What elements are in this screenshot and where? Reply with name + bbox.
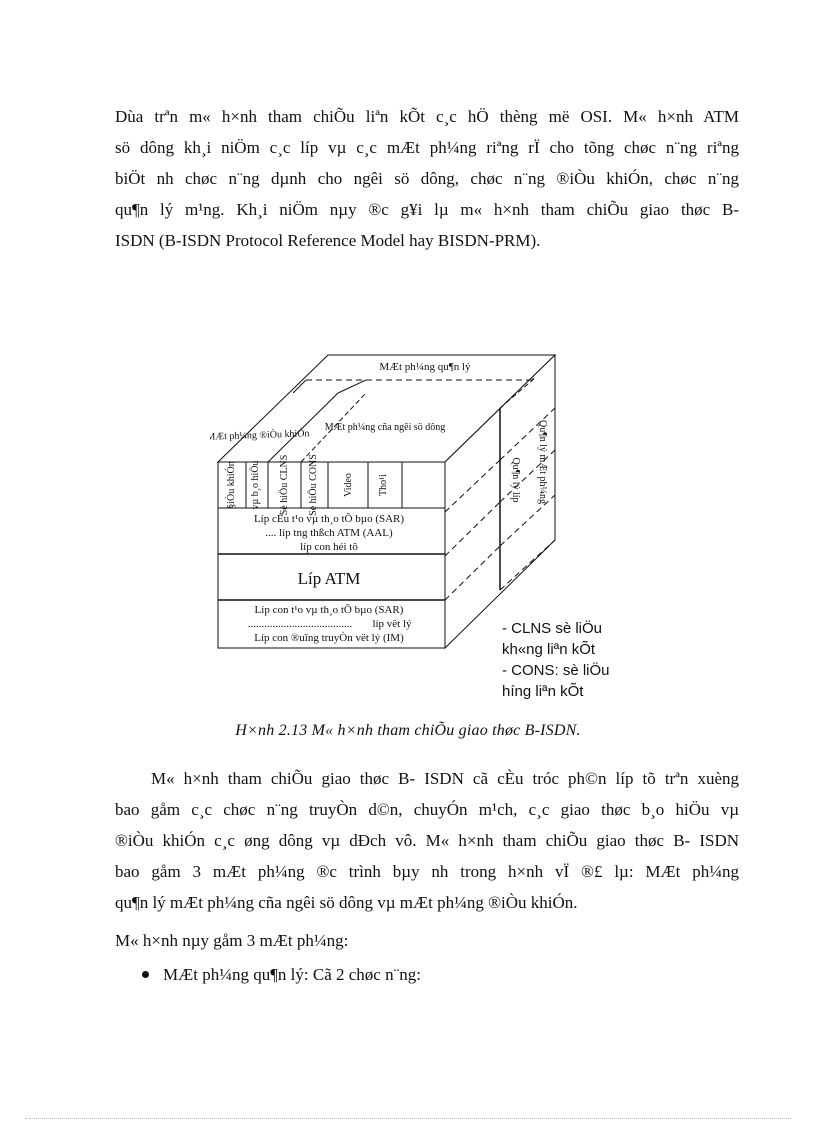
layer-management-label: Qu¶n lý líp [510, 457, 521, 503]
paragraph-line: biÖt nh chøc n¨ng dµnh cho ngêi sö dông, chøc n¨ng ®iÒu khiÓn, chøc n¨ng [115, 169, 739, 188]
aal-line-2: .... líp tng thßch ATM (AAL) [265, 527, 393, 539]
body-paragraph [115, 763, 739, 918]
legend-line: híng liªn kÕt [502, 683, 584, 700]
phy-line-1: Líp con t¹o vµ th¸o tÕ bµo (SAR) [254, 604, 404, 616]
paragraph-line: sö dông kh¸i niÖm c¸c líp vµ c¸c mÆt ph¼ng riªng rÏ cho tõng chøc n¨ng riªng [115, 138, 739, 157]
paragraph-line: bao gåm c¸c chøc n¨ng truyÒn d©n, chuyÓn m¹ch, c¸c giao thøc b¸o hiÖu vµ [115, 800, 739, 819]
bullet-item [142, 959, 421, 990]
legend-line: kh«ng liªn kÕt [502, 641, 596, 658]
paragraph-line: ISDN (B-ISDN Protocol Reference Model hay BISDN-PRM). [115, 231, 541, 250]
figure-legend [502, 618, 610, 702]
legend-line: - CONS: sè liÖu [502, 662, 610, 679]
column-label: Sè hiÖu CONS [308, 454, 319, 516]
column-label: Sè hiÖu CLNS [279, 454, 290, 516]
phy-line-3: Líp con ®uîng truyÒn vët lý (IM) [254, 632, 404, 644]
aal-line-3: líp con héi tô [300, 541, 358, 553]
plane-management-label: Qu¶n lý mÆt ph¼ng [537, 420, 548, 504]
paragraph-line: bao gåm 3 mÆt ph¼ng ®c trình bµy nh trong h×nh vÏ ®£ lµ: MÆt ph¼ng [115, 862, 739, 881]
intro-paragraph [115, 101, 739, 256]
paragraph-line: Dùa trªn m« h×nh tham chiÕu liªn kÕt c¸c hÖ thèng më OSI. M« h×nh ATM [115, 107, 739, 126]
figure-caption: H×nh 2.13 M« h×nh tham chiÕu giao thøc B-ISDN. [235, 722, 581, 739]
paragraph-line: ®iÒu khiÓn c¸c øng dông vµ dÐch vô. M« h×nh tham chiÕu giao thøc B- ISDN [115, 831, 739, 850]
column-label: Video [343, 473, 354, 497]
plane-intro-line: M« h×nh nµy gåm 3 mÆt ph¼ng: [115, 931, 349, 950]
column-label: vµ b¸o hiÖu [250, 460, 261, 510]
phy-dots: ...................................... [247, 618, 353, 630]
bullet-text: MÆt ph¼ng qu¶n lý: Cã 2 chøc n¨ng: [163, 965, 421, 984]
control-plane-label: MÆt ph¼ng ®iÒu khiÓn [210, 428, 310, 443]
atm-layer-label: Líp ATM [297, 569, 361, 588]
management-plane-label: MÆt ph¼ng qu¶n lý [379, 361, 471, 373]
paragraph-line: qu¶n lý mÆt ph¼ng cña ngêi sö dông vµ mÆt ph¼ng ®iÒu khiÓn. [115, 893, 578, 912]
phy-line-2: líp vët lý [372, 618, 412, 630]
paragraph-line: M« h×nh tham chiÕu giao thøc B- ISDN cã cÈu tróc ph©n líp tõ trªn xuèng [151, 769, 739, 788]
bullet-icon [142, 971, 149, 978]
user-plane-label: MÆt ph¼ng cña ngêi sö dông [324, 422, 446, 433]
paragraph-line: qu¶n lý m¹ng. Kh¸i niÖm nµy ®c g¥i lµ m« h×nh tham chiÕu giao thøc B- [115, 200, 739, 219]
aal-line-1: Líp cÈu t¹o vµ th¸o tÕ bµo (SAR) [253, 513, 405, 525]
legend-line: - CLNS sè liÖu [502, 620, 603, 637]
page-bottom-divider [25, 1118, 791, 1119]
column-label: §iÒu khiÓn [226, 461, 237, 509]
column-label: Tho¹i [378, 474, 389, 496]
